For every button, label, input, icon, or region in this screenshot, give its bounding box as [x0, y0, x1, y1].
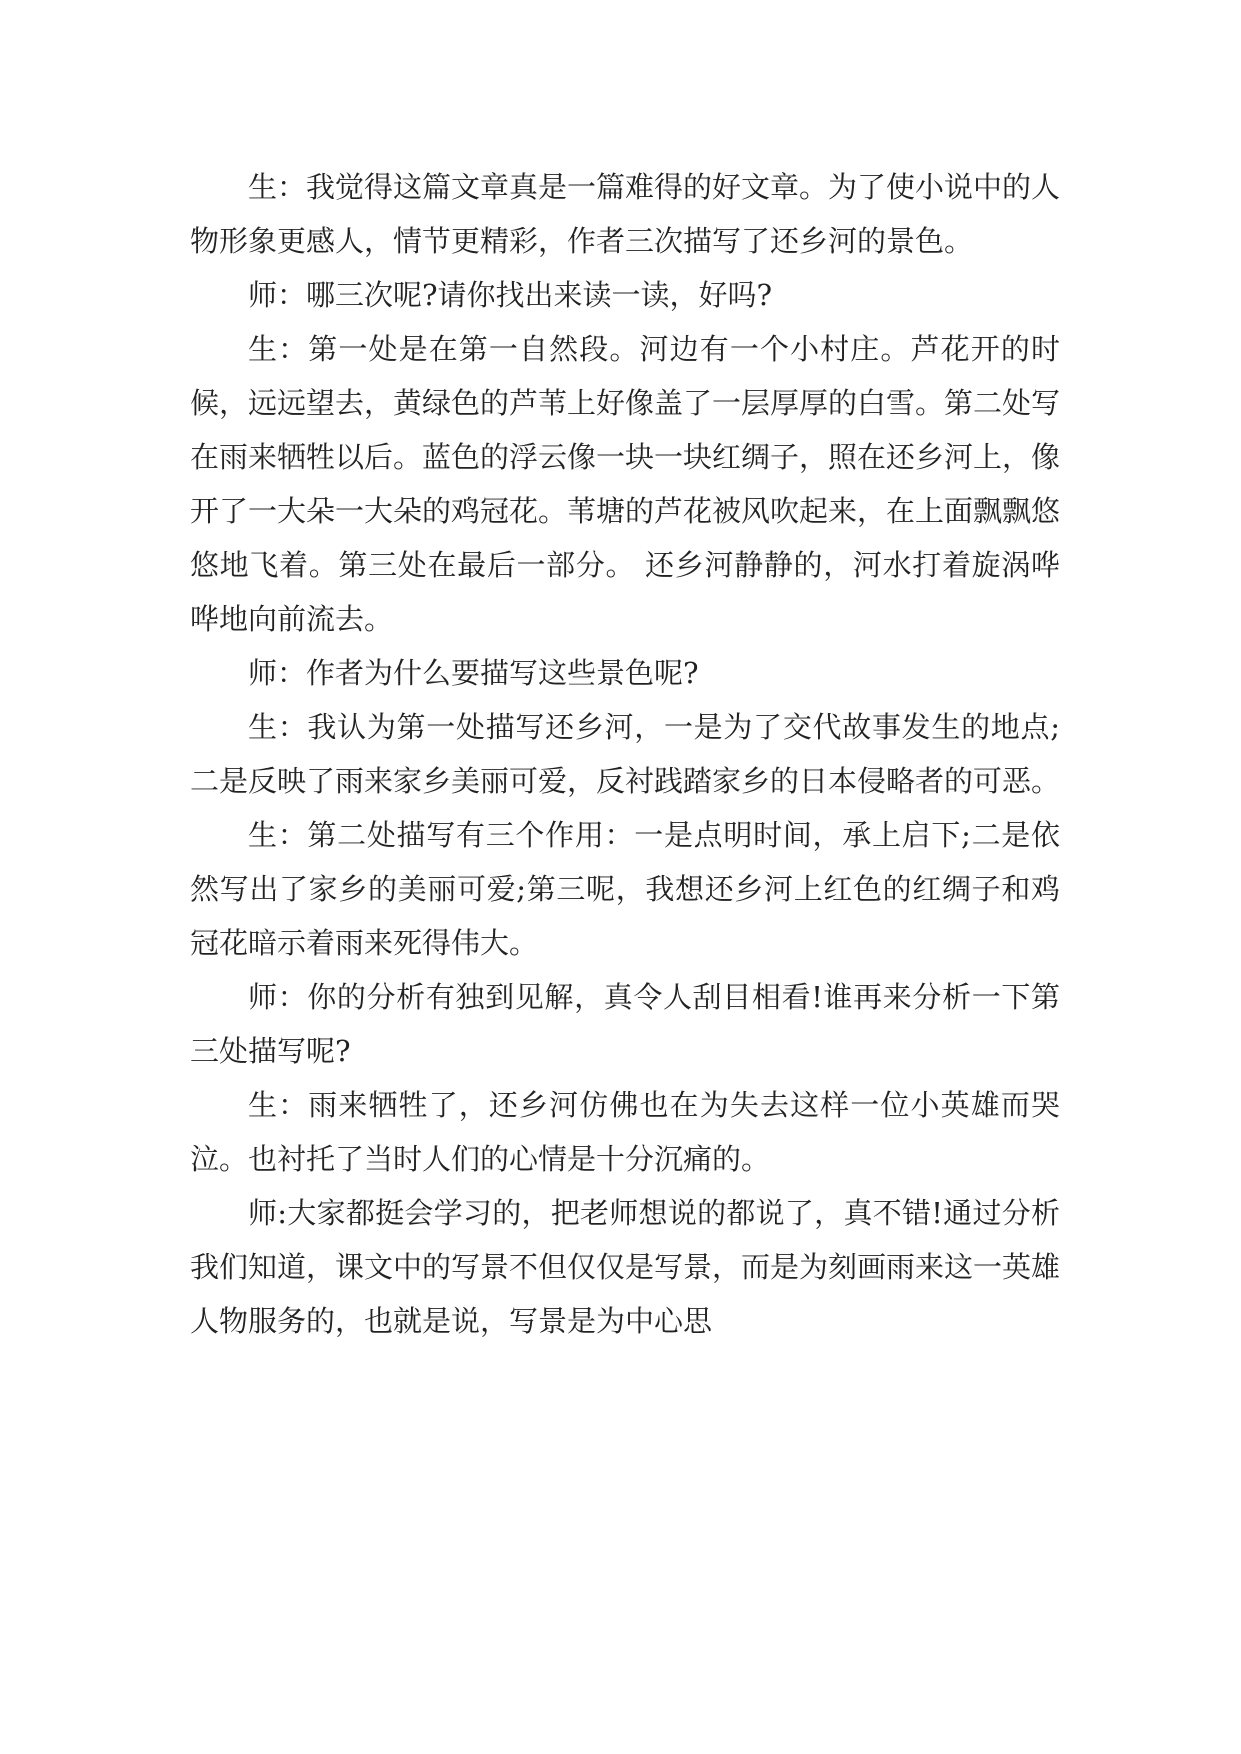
paragraph-5: 生：我认为第一处描写还乡河，一是为了交代故事发生的地点;二是反映了雨来家乡美丽可爱，反衬践踏家乡的日本侵略者的可恶。: [190, 710, 1061, 798]
paragraph-3: 生：第一处是在第一自然段。河边有一个小村庄。芦花开的时候，远远望去，黄绿色的芦苇上好像盖了一层厚厚的白雪。第二处写在雨来牺牲以后。蓝色的浮云像一块一块红绸子，照在还乡河上，像开了一大朵一大朵的鸡冠花。苇塘的芦花被风吹起来，在上面飘飘悠悠地飞着。第三处在最后一部分。 还乡河静静的，河水打着旋涡哗哗地向前流去。: [190, 332, 1061, 636]
paragraph-4: 师：作者为什么要描写这些景色呢?: [248, 656, 699, 690]
paragraph-8: 生：雨来牺牲了，还乡河仿佛也在为失去这样一位小英雄而哭泣。也衬托了当时人们的心情是十分沉痛的。: [190, 1088, 1060, 1176]
paragraph-6: 生：第二处描写有三个作用：一是点明时间，承上启下;二是依然写出了家乡的美丽可爱;第三呢，我想还乡河上红色的红绸子和鸡冠花暗示着雨来死得伟大。: [190, 818, 1060, 960]
document-page: [190, 160, 1060, 1348]
paragraph-1: 生：我觉得这篇文章真是一篇难得的好文章。为了使小说中的人物形象更感人，情节更精彩，作者三次描写了还乡河的景色。: [190, 170, 1061, 258]
paragraph-2: 师：哪三次呢?请你找出来读一读，好吗?: [248, 278, 773, 312]
paragraph-7: 师：你的分析有独到见解，真令人刮目相看!谁再来分析一下第三处描写呢?: [190, 980, 1060, 1068]
paragraph-9: 师:大家都挺会学习的，把老师想说的都说了，真不错!通过分析我们知道，课文中的写景不但仅仅是写景，而是为刻画雨来这一英雄人物服务的，也就是说，写景是为中心思: [190, 1196, 1061, 1338]
